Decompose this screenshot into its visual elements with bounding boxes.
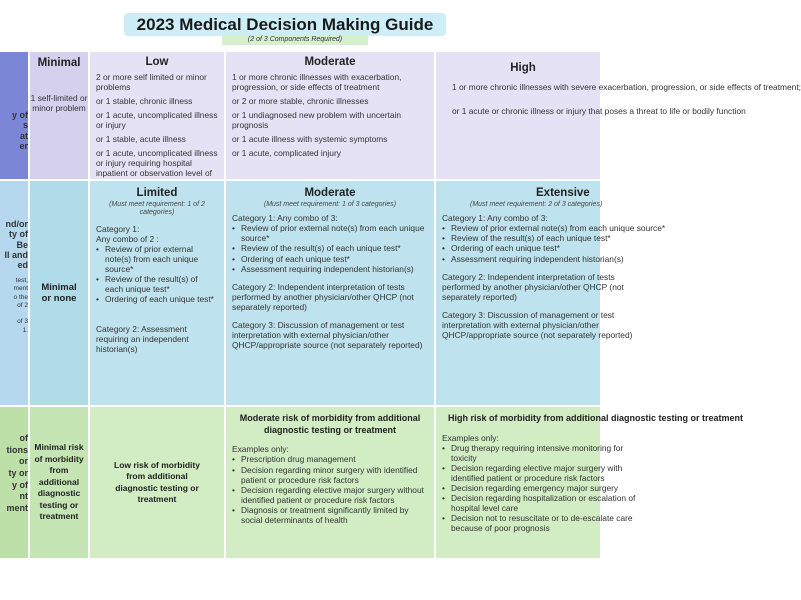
row3-label-fragment: tions <box>6 444 28 455</box>
row3-high-heading: High risk of morbidity from additional diagnostic testing or treatment <box>448 413 744 423</box>
row2-label-fragment: ty of <box>9 229 28 240</box>
low-header: Low <box>145 56 169 68</box>
high-category1: Category 1: Any combo of 3: <box>442 213 548 224</box>
row2-low-cell <box>90 181 224 405</box>
row3-high-item: • Decision regarding emergency major surgery <box>442 483 642 493</box>
high-category1-item: • Assessment requiring independent historian(s) <box>442 254 600 264</box>
low-category1-intro: Any combo of 2 : <box>96 233 159 244</box>
row2-label-fragment: of 3 <box>17 318 28 326</box>
high-category2: Category 2: Independent interpretation of tests performed by another physician/other QHCP (not separately reported) <box>442 271 624 302</box>
row2-label-fragment: 1. <box>22 326 28 334</box>
row3-high-examples: Examples only: <box>442 432 499 443</box>
row2-minimal-text: Minimal or none <box>41 281 77 304</box>
row3-high-item: • Decision not to resuscitate or to de-escalate care because of poor prognosis <box>442 513 642 533</box>
row1-label-fragment: s <box>22 120 28 131</box>
row3-label-fragment: ty or <box>8 468 28 479</box>
row1-moderate-item: or 2 or more stable, chronic illnesses <box>232 95 369 106</box>
row1-low-item: or 1 acute, uncomplicated illness or injury <box>96 110 218 131</box>
high-category1-item: • Review of the result(s) of each unique test* <box>442 233 600 243</box>
row3-moderate-cell <box>226 407 434 558</box>
row3-minimal-text: Minimal risk of morbidity from additional diagnostic testing or treatment <box>34 442 84 522</box>
row3-moderate-item: • Prescription drug management <box>232 454 428 464</box>
row2-label-fragment: Be <box>16 239 28 250</box>
row3-moderate-item: • Decision regarding minor surgery with identified patient or procedure risk factors <box>232 465 428 485</box>
page-title: 2023 Medical Decision Making Guide <box>124 13 446 36</box>
row2-minimal-cell <box>30 181 88 405</box>
row1-low-item: or 1 acute, uncomplicated illness or injury requiring hospital inpatient or observation level of <box>96 148 218 179</box>
row2-high-cell <box>436 181 666 405</box>
moderate-category2: Category 2: Independent interpretation of tests performed by another physician/other QHCP (not separately reported) <box>232 281 414 312</box>
moderate-category1: Category 1: Any combo of 3: <box>232 213 338 224</box>
row3-high-cell <box>436 407 744 558</box>
moderate-category1-item: • Assessment requiring independent historian(s) <box>232 264 428 274</box>
row1-low-item: 2 or more self limited or minor problems <box>96 71 207 92</box>
row3-label-fragment: or <box>19 456 28 467</box>
row3-label-fragment: y of <box>11 479 28 490</box>
page-subtitle: (2 of 3 Components Required) <box>222 35 368 45</box>
moderate-category1-item: • Ordering of each unique test* <box>232 254 428 264</box>
row1-label-fragment: y of <box>11 110 28 120</box>
row1-minimal-cell <box>30 52 88 179</box>
row3-moderate-item: • Diagnosis or treatment significantly limited by social determinants of health <box>232 505 428 525</box>
row3-high-item: • Drug therapy requiring intensive monitoring for toxicity <box>442 443 642 463</box>
high-category1-item: • Review of prior external note(s) from each unique source* <box>442 223 600 233</box>
moderate-data-requirement: (Must meet requirement: 1 of 3 categories) <box>263 200 397 208</box>
extensive-header: Extensive <box>536 187 590 199</box>
limited-header: Limited <box>136 187 178 199</box>
low-category1-item: • Ordering of each unique test* <box>96 294 218 304</box>
row1-label-fragment: at <box>19 130 28 141</box>
high-header: High <box>510 62 536 74</box>
row2-label-fragment: nd/or <box>5 219 28 229</box>
moderate-data-header: Moderate <box>304 187 356 199</box>
row2-label-fragment: of 2 <box>17 302 28 310</box>
limited-requirement: (Must meet requirement: 1 of 2 categories) <box>109 200 205 217</box>
row3-moderate-item: • Decision regarding elective major surgery without identified patient or procedure risk factors <box>232 485 428 505</box>
low-category1-item: • Review of the result(s) of each unique test* <box>96 274 218 294</box>
moderate-category3: Category 3: Discussion of management or test interpretation with external physician/other QHCP/appropriate source (not separately reported) <box>232 319 423 351</box>
row3-high-item: • Decision regarding hospitalization or escalation of hospital level care <box>442 493 642 513</box>
high-category3: Category 3: Discussion of management or test interpretation with external physician/other QHCP/appropriate source (not separately reported) <box>442 309 633 340</box>
row2-label-fragment: ll and <box>4 250 28 261</box>
row3-label-cell <box>0 407 28 558</box>
low-category1-item: • Review of prior external note(s) from each unique source* <box>96 244 218 274</box>
row3-minimal-cell <box>30 407 88 558</box>
row1-low-cell <box>90 52 224 179</box>
row3-low-cell <box>90 407 224 558</box>
low-category2: Category 2: Assessment requiring an independent historian(s) <box>96 324 189 355</box>
low-category1: Category 1: <box>96 223 140 234</box>
high-category1-item: • Ordering of each unique test* <box>442 243 600 253</box>
row3-high-item: • Decision regarding elective major surgery with identified patient or procedure risk factors <box>442 463 642 483</box>
row3-label-fragment: nt <box>19 491 28 502</box>
minimal-header: Minimal <box>37 57 81 69</box>
row3-label-fragment: of <box>19 433 28 443</box>
row1-label-fragment: er <box>19 141 28 152</box>
row1-low-item: or 1 stable, chronic illness <box>96 95 193 106</box>
row2-label-fragment: o the <box>13 293 28 301</box>
row3-moderate-examples: Examples only: <box>232 444 289 455</box>
row1-label-cell <box>0 52 28 179</box>
row2-label-fragment: ment <box>13 285 28 293</box>
row1-moderate-item: or 1 acute illness with systemic symptoms <box>232 134 388 145</box>
moderate-category1-item: • Review of the result(s) of each unique test* <box>232 243 428 253</box>
row1-moderate-cell <box>226 52 434 179</box>
row1-moderate-item: or 1 undiagnosed new problem with uncertain prognosis <box>232 110 402 131</box>
moderate-category1-item: • Review of prior external note(s) from each unique source* <box>232 223 428 243</box>
row1-moderate-item: 1 or more chronic illnesses with exacerbation, progression, or side effects of treatment <box>232 71 402 92</box>
row3-label-fragment: ment <box>6 503 28 514</box>
row1-moderate-item: or 1 acute, complicated injury <box>232 148 341 159</box>
row3-low-text: Low risk of morbidity from additional diagnostic testing or treatment <box>114 459 200 504</box>
mdm-table <box>0 52 801 558</box>
row3-moderate-heading: Moderate risk of morbidity from additional diagnostic testing or treatment <box>239 413 421 435</box>
row1-minimal-text: 1 self-limited or minor problem <box>30 92 88 113</box>
row2-label-cell <box>0 181 28 405</box>
row1-high-item: or 1 acute or chronic illness or injury that poses a threat to life or bodily function <box>452 105 746 116</box>
row2-label-fragment: test, <box>15 276 28 284</box>
row1-low-item: or 1 stable, acute illness <box>96 134 186 145</box>
extensive-requirement: (Must meet requirement: 2 of 3 categories) <box>470 200 603 208</box>
row1-high-item: 1 or more chronic illnesses with severe exacerbation, progression, or side effects of treatment; <box>452 81 801 92</box>
row2-label-fragment: ed <box>17 260 28 271</box>
row1-high-cell <box>436 52 801 179</box>
row2-moderate-cell <box>226 181 434 405</box>
moderate-header: Moderate <box>304 56 356 68</box>
